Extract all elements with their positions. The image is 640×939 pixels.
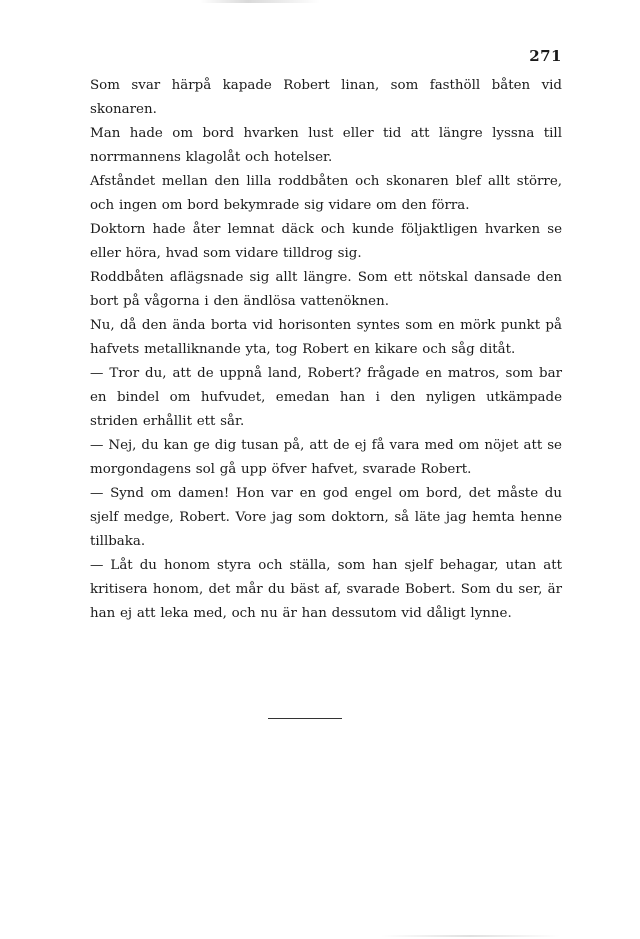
scan-smudge-bottom	[380, 935, 560, 937]
paragraph-8: — Nej, du kan ge dig tusan på, att de ej få vara med om nöjet att se morgondagens sol gå upp öfver hafvet, svarade Robert.	[90, 438, 562, 477]
paragraph-2: Man hade om bord hvarken lust eller tid att längre lyssna till norrmannens klagolåt och hotelser.	[90, 126, 562, 165]
paragraph-1: Som svar härpå kapade Robert linan, som fasthöll båten vid skonaren.	[90, 78, 562, 117]
section-divider	[268, 718, 342, 719]
body-text	[90, 74, 562, 626]
paragraph-7: — Tror du, att de uppnå land, Robert? frågade en matros, som bar en bindel om hufvudet, emedan han i den nyligen utkämpade striden erhållit ett sår.	[90, 366, 562, 429]
page-number: 271	[529, 47, 562, 65]
paragraph-6: Nu, då den ända borta vid horisonten syntes som en mörk punkt på hafvets metalliknande yta, tog Robert en kikare och såg ditåt.	[90, 318, 562, 357]
scan-smudge-top	[200, 0, 320, 3]
paragraph-10: — Låt du honom styra och ställa, som han sjelf behagar, utan att kritisera honom, det mår du bäst af, svarade Bobert. Som du ser, är han ej att leka med, och nu är han dessutom vid dåligt lynne.	[90, 558, 562, 621]
paragraph-9: — Synd om damen! Hon var en god engel om bord, det måste du sjelf medge, Robert. Vore jag som doktorn, så läte jag hemta henne tillbaka.	[90, 486, 562, 549]
paragraph-4: Doktorn hade åter lemnat däck och kunde följaktligen hvarken se eller höra, hvad som vidare tilldrog sig.	[90, 222, 562, 261]
paragraph-3: Afståndet mellan den lilla roddbåten och skonaren blef allt större, och ingen om bord bekymrade sig vidare om den förra.	[90, 174, 562, 213]
paragraph-5: Roddbåten aflägsnade sig allt längre. Som ett nötskal dansade den bort på vågorna i den ändlösa vattenöknen.	[90, 270, 562, 309]
